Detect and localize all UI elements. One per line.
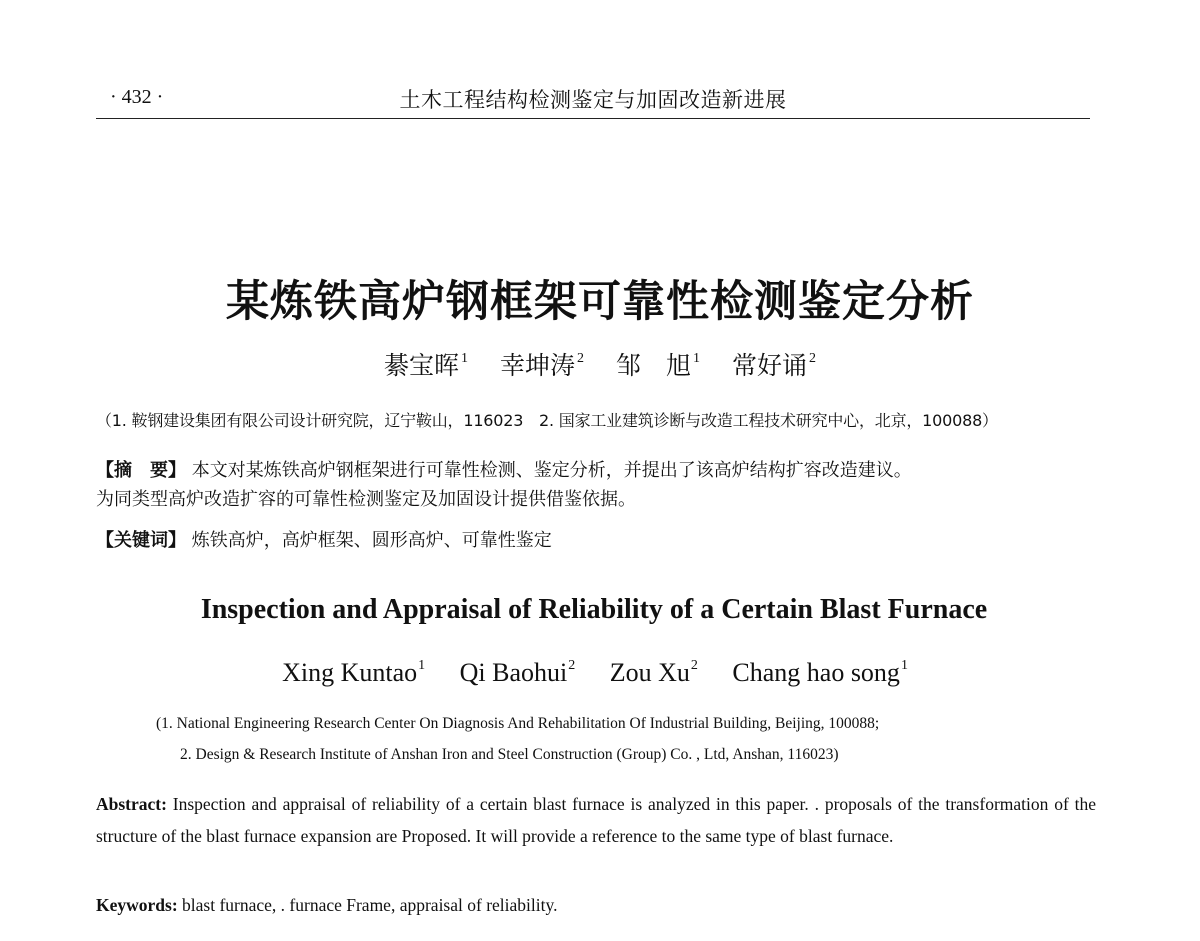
english-author — [732, 658, 908, 688]
author-affiliation-mark: 1 — [461, 351, 469, 366]
author-name: 幸坤涛 — [500, 351, 576, 380]
author-affiliation-mark: 2 — [808, 351, 816, 366]
author-affiliation-mark: 2 — [690, 658, 698, 673]
english-authors — [0, 658, 1190, 688]
header-rule — [96, 118, 1090, 119]
english-keywords — [96, 890, 1096, 920]
author-name: Xing Kuntao — [282, 658, 418, 687]
journal-title: 土木工程结构检测鉴定与加固改造新进展 — [399, 88, 787, 112]
chinese-author — [616, 346, 700, 382]
author-name: 邹 旭 — [615, 351, 691, 380]
author-name: Qi Baohui — [459, 658, 568, 687]
chinese-abstract-line2: 为同类型高炉改造扩容的可靠性检测鉴定及加固设计提供借鉴依据。 — [96, 489, 636, 510]
author-name: Zou Xu — [609, 658, 690, 687]
english-keywords-text: blast furnace, . furnace Frame, appraisal of reliability. — [182, 895, 558, 915]
chinese-abstract-label: 【摘 要】 — [96, 460, 186, 481]
author-name: 綦宝晖 — [384, 351, 460, 380]
chinese-author — [384, 346, 468, 382]
english-affiliation-line2: 2. Design & Research Institute of Anshan Iron and Steel Construction (Group) Co. , Ltd, Anshan, 116023) — [180, 746, 839, 763]
author-affiliation-mark: 1 — [692, 351, 700, 366]
chinese-affiliation: （1. 鞍钢建设集团有限公司设计研究院，辽宁鞍山，116023 2. 国家工业建筑诊断与改造工程技术研究中心，北京，100088） — [96, 411, 998, 430]
english-abstract-label: Abstract: — [96, 794, 167, 814]
english-abstract — [96, 788, 1096, 852]
author-affiliation-mark: 1 — [418, 658, 426, 673]
english-keywords-label: Keywords: — [96, 895, 178, 915]
chinese-keywords-label: 【关键词】 — [96, 530, 186, 551]
page-number: · 432 · — [110, 86, 164, 108]
english-affiliation-line1: (1. National Engineering Research Center On Diagnosis And Rehabilitation Of Industrial Building, Beijing, 100088; — [156, 715, 880, 732]
chinese-title: 某炼铁高炉钢框架可靠性检测鉴定分析 — [226, 277, 974, 327]
english-abstract-text: Inspection and appraisal of reliability of a certain blast furnace is analyzed in this paper. . proposals of the transformation of the structure of the blast furnace expansion are Proposed. It will provide a reference to the same type of blast furnace. — [96, 794, 1096, 846]
running-head — [96, 82, 1090, 116]
author-affiliation-mark: 2 — [577, 351, 585, 366]
author-affiliation-mark: 1 — [900, 658, 908, 673]
chinese-author — [732, 346, 816, 382]
chinese-authors — [0, 346, 1200, 382]
author-name: Chang hao song — [732, 658, 900, 687]
chinese-keywords — [96, 526, 1096, 555]
chinese-abstract-line1: 本文对某炼铁高炉钢框架进行可靠性检测、鉴定分析，并提出了该高炉结构扩容改造建议。 — [191, 460, 912, 481]
english-author — [610, 658, 698, 688]
english-author — [282, 658, 425, 688]
english-author — [460, 658, 576, 688]
chinese-keywords-text: 炼铁高炉，高炉框架、圆形高炉、可靠性鉴定 — [191, 530, 552, 551]
english-title: Inspection and Appraisal of Reliability of a Certain Blast Furnace — [200, 594, 988, 625]
author-affiliation-mark: 2 — [568, 658, 576, 673]
chinese-abstract — [96, 456, 1096, 514]
chinese-author — [500, 346, 584, 382]
author-name: 常好诵 — [731, 351, 807, 380]
